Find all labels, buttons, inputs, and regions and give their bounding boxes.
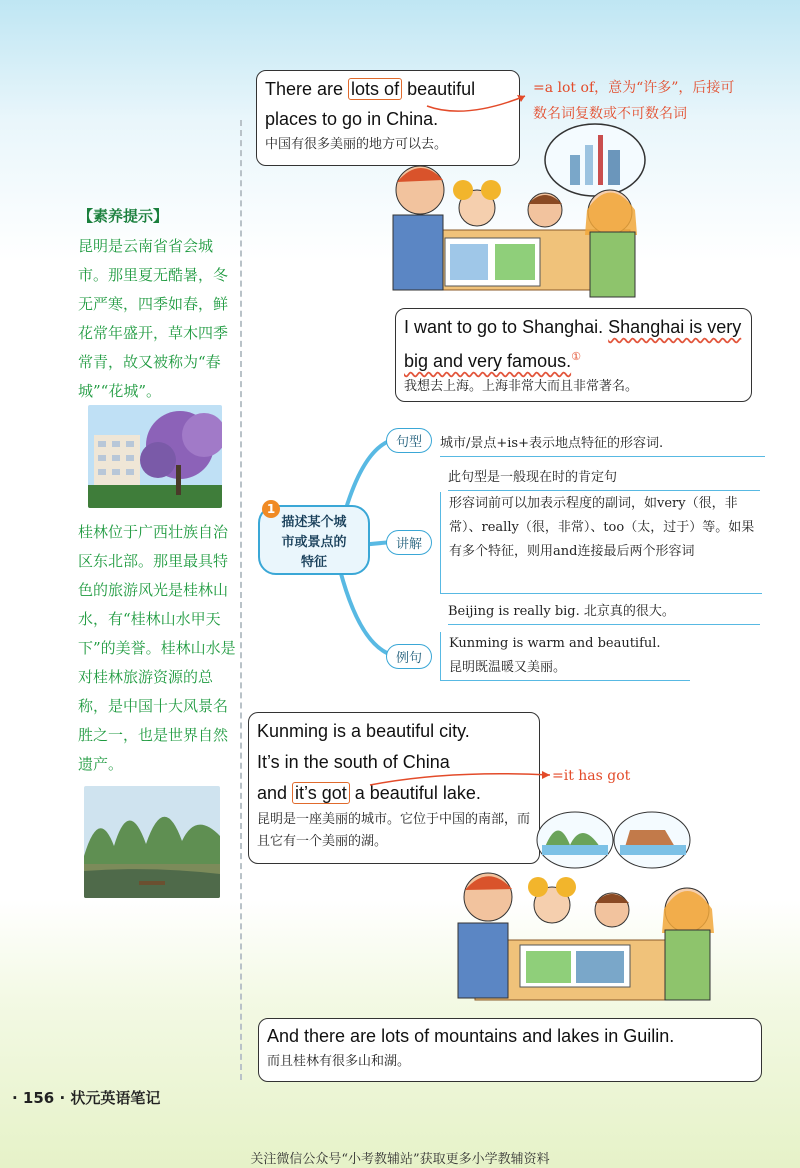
- classroom-illustration-1: [375, 120, 660, 310]
- dialog1-en-pre: There are: [265, 79, 349, 99]
- dialog3-en-post: a beautiful lake.: [349, 783, 481, 803]
- classroom-illustration-2: [440, 805, 740, 1015]
- dialog3-grammar-note: =it has got: [552, 768, 631, 784]
- branch-pattern-text: 城市/景点+is+表示地点特征的形容词.: [440, 432, 765, 457]
- center-line-1: 描述某个城: [281, 515, 347, 530]
- dialog1-en-post: beautiful places to go in China.: [265, 79, 476, 129]
- dialog1-chinese: 中国有很多美丽的地方可以去。: [265, 137, 448, 152]
- dialog2-en-pre: I want to go to Shanghai.: [404, 317, 609, 337]
- branch-explain-text-1: 此句型是一般现在时的肯定句: [448, 466, 760, 491]
- dialog2-chinese: 我想去上海。上海非常大而且非常著名。: [404, 379, 639, 394]
- guilin-photo: [84, 786, 220, 898]
- example-2-chinese: 昆明既温暖又美丽。: [449, 660, 567, 675]
- guilin-tip-text: 桂林位于广西壮族自治区东北部。那里最具特色的旅游风光是桂林山水，有“桂林山水甲天下”的美誉。桂林山水是对桂林旅游资源的总称，是中国十大风景名胜之一，也是世界自然遗产。: [78, 523, 236, 773]
- dialog3-english: [249, 713, 539, 809]
- center-line-2: 市或景点的: [281, 535, 347, 550]
- branch-example-label: 例句: [386, 644, 432, 669]
- dialog3-en-line-1: Kunming is a beautiful city.: [257, 721, 470, 741]
- dialog3-en-line-2: It’s in the south of China: [257, 752, 450, 772]
- example-sentence-2: [440, 632, 690, 681]
- mindmap-number-badge: 1: [262, 500, 280, 518]
- kunming-tip-text: 昆明是云南省省会城市。那里夏无酷暑，冬无严寒，四季如春，鲜花常年盛开，草木四季常青，故又被称为“春城”“花城”。: [78, 237, 229, 400]
- column-divider: [240, 120, 242, 1080]
- speech-bubble-2: [395, 308, 752, 402]
- dialog3-chinese: 昆明是一座美丽的城市。它位于中国的南部，而且它有一个美丽的湖。: [257, 812, 531, 849]
- footer-watermark-note: 关注微信公众号“小考教辅站”获取更多小学教辅资料: [250, 1152, 550, 1167]
- branch-pattern-label: 句型: [386, 428, 432, 453]
- page-number: · 156 · 状元英语笔记: [12, 1089, 161, 1107]
- dialog4-chinese: 而且桂林有很多山和湖。: [267, 1054, 411, 1069]
- speech-bubble-4: [258, 1018, 762, 1082]
- note-arrow-1: [425, 82, 535, 122]
- dialog3-highlight-phrase: it’s got: [292, 782, 350, 804]
- center-line-3: 特征: [300, 555, 327, 570]
- example-sentence-1: Beijing is really big. 北京真的很大。: [448, 600, 760, 625]
- dialog1-grammar-note: =a lot of，意为“许多”，后接可数名词复数或不可数名词: [533, 80, 735, 122]
- dialog2-english: [396, 309, 751, 376]
- branch-explain-text-2: 形容词前可以加表示程度的副词，如very（很，非常）、really（很，非常）、too（太，过于）等。如果有多个特征，则用and连接最后两个形容词: [440, 492, 762, 594]
- branch-explain-label: 讲解: [386, 530, 432, 555]
- dialog2-marker: ①: [571, 351, 581, 363]
- example-2-english: Kunming is warm and beautiful.: [449, 636, 661, 651]
- note-arrow-2: [368, 765, 558, 793]
- kunming-photo: [88, 405, 222, 508]
- dialog4-english: And there are lots of mountains and lakes in Guilin.: [267, 1026, 675, 1046]
- dialog3-en-pre: and: [257, 783, 293, 803]
- tip-heading: 【素养提示】: [78, 207, 169, 225]
- dialog2-key-sentence: Shanghai is very big and very famous.: [404, 317, 742, 371]
- dialog1-highlight-phrase: lots of: [348, 78, 402, 100]
